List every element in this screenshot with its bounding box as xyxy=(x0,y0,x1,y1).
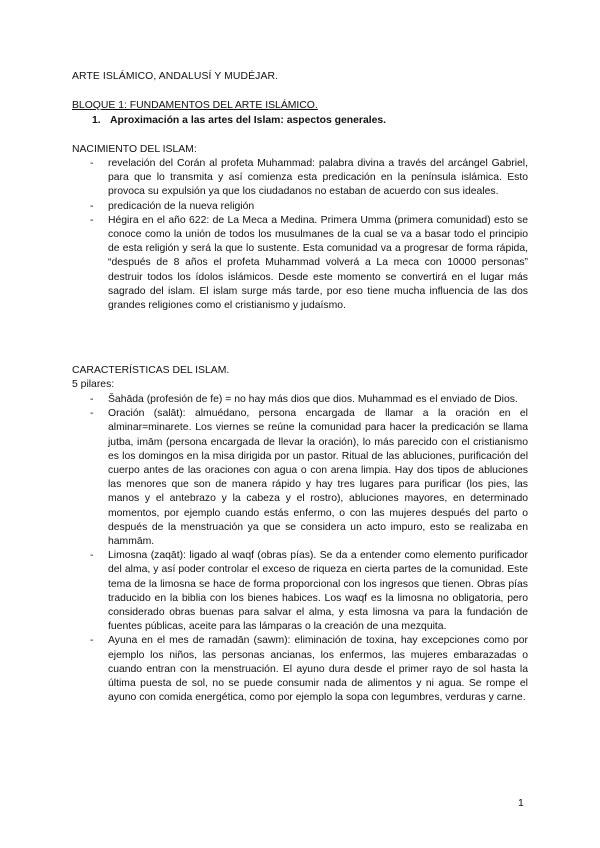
list-item: - Limosna (zaqāt): ligado al waqf (obras pías). Se da a entender como elemento purificador del alma, y así poder controlar el exceso de riqueza en cierta partes de la comunidad. Este tema de la limosna se hace de forma proporcional con los ingresos que tienen. Obras pías traducido en la biblia con los bienes habices. Los waqf es la limosna no obligatoria, pero considerado obras buenas para salvar el alma, y esta limosna va para la fundación de fuentes públicas, aceite para las lámparas o la creación de una mezquita. xyxy=(90,549,528,634)
pillars-intro: 5 pilares: xyxy=(72,379,115,390)
section-heading-caracteristicas: CARACTERÍSTICAS DEL ISLAM. xyxy=(72,365,230,376)
subsection-title: Aproximación a las artes del Islam: aspectos generales. xyxy=(110,115,387,126)
page-number: 1 xyxy=(518,798,524,809)
list-item: - Šahāda (profesión de fe) = no hay más dios que dios. Muhammad es el enviado de Dios. xyxy=(90,393,528,407)
section-heading-nacimiento: NACIMIENTO DEL ISLAM: xyxy=(72,144,197,155)
list-item: - Ayuna en el mes de ramadān (sawm): eliminación de toxina, hay excepciones como por ejemplo los niños, las personas ancianas, los enfermos, las mujeres embarazadas o cuando entran con la menstruación. El ayuno dura desde el primer rayo de sol hasta la última puesta de sol, no se puede consumir nada de alimentos y ni agua. Se rompe el ayuno con comida energética, como por ejemplo la sopa con legumbres, verduras y carne. xyxy=(90,634,528,705)
list-item: - revelación del Corán al profeta Muhammad: palabra divina a través del arcángel Gabriel, para que lo transmita y así comienza esta predicación en la península islámica. Esto provoca su expulsión ya que los ciudadanos no estaban de acuerdo con sus ideales. xyxy=(90,157,528,200)
list-item: - Oración (salāt): almuédano, persona encargada de llamar a la oración en el alminar=minarete. Los viernes se reúne la comunidad para hacer la predicación se llama jutba, imām (persona encargada de llevar la oración), lo más parecido con el cristianismo es los domingos en la misa dirigida por un pastor. Ritual de las abluciones, purificación del cuerpo antes de las oraciones con agua o con arena limpia. Hay dos tipos de abluciones las menores que son de manera rápido y hay tres lugares para purificar (los pies, las manos y el antebrazo y la cabeza y el rostro), abluciones mayores, en determinado momentos, por ejemplo cuando estás enfermo, o con las mujeres después del parto o después de la menstruación ya que se considera un acto impuro, esto se realizaba en hammām. xyxy=(90,407,528,549)
subsection-heading xyxy=(92,114,386,128)
section-list-nacimiento xyxy=(90,157,528,313)
section-list-pilares xyxy=(90,393,528,705)
block-title: BLOQUE 1: FUNDAMENTOS DEL ARTE ISLÁMICO. xyxy=(72,100,318,111)
list-item: - predicación de la nueva religión xyxy=(90,200,528,214)
document-title: ARTE ISLÁMICO, ANDALUSÍ Y MUDÉJAR. xyxy=(72,71,279,82)
subsection-number: 1. xyxy=(92,115,101,126)
list-item: - Hégira en el año 622: de La Meca a Medina. Primera Umma (primera comunidad) esto se conoce como la unión de todos los musulmanes de la cual se va a basar todo el principio de esta religión y será la que lo sustente. Esta comunidad va a progresar de forma rápida, “después de 8 años el profeta Muhammad volverá a La meca con 10000 personas” destruir todos los ídolos islámicos. Desde este momento se convertirá en el lugar más sagrado del islam. El islam surge más tarde, por eso tiene mucha influencia de las dos grandes religiones como el cristianismo y judaísmo. xyxy=(90,214,528,313)
